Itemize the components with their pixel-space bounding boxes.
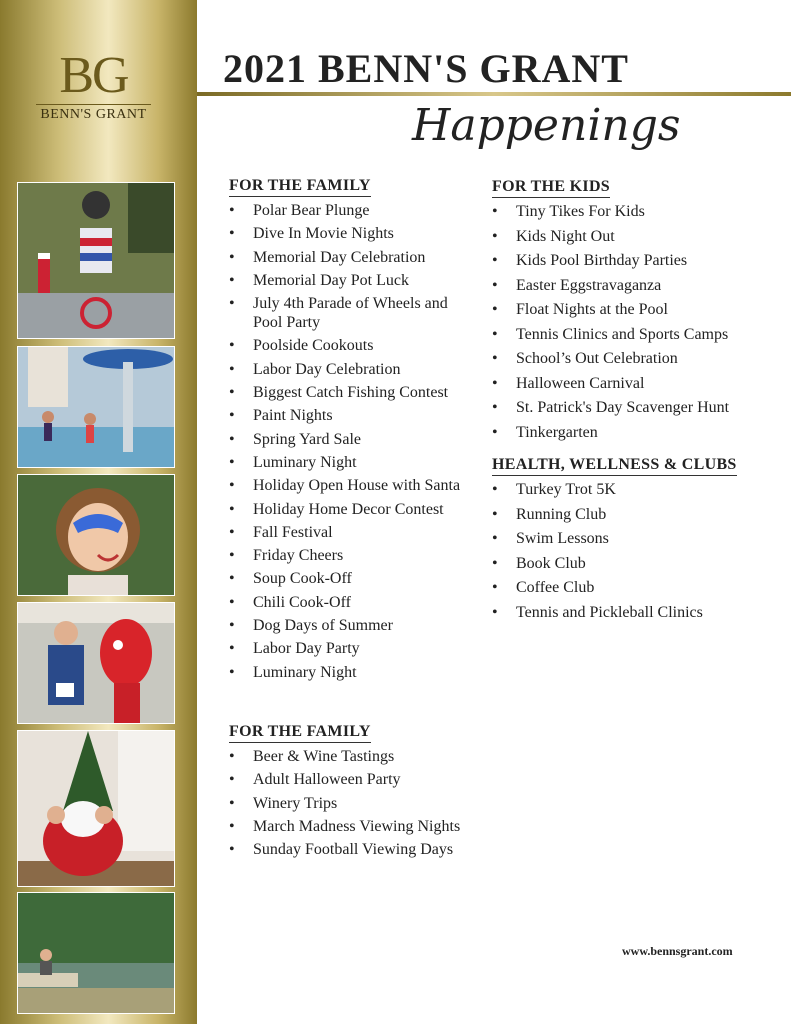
list-item: • Friday Cheers xyxy=(229,546,479,565)
list-item: • Coffee Club xyxy=(492,578,782,597)
list-item: • Memorial Day Pot Luck xyxy=(229,271,479,290)
list-item: • School’s Out Celebration xyxy=(492,349,782,368)
photo-kid-bike xyxy=(17,182,175,339)
photo-splash-pad xyxy=(17,346,175,468)
photo-santa xyxy=(17,730,175,887)
sidebar xyxy=(0,0,197,1024)
section-family-adult xyxy=(229,723,479,863)
list-item: • Halloween Carnival xyxy=(492,374,782,393)
page-subtitle: Happenings xyxy=(412,100,681,151)
list-item: • Easter Eggstravaganza xyxy=(492,276,782,295)
list-item: • Holiday Home Decor Contest xyxy=(229,500,479,519)
list-item: • Luminary Night xyxy=(229,663,479,682)
section-heading: FOR THE KIDS xyxy=(492,178,610,198)
list-item: • Float Nights at the Pool xyxy=(492,300,782,319)
list-item: • Running Club xyxy=(492,505,782,524)
list-item: • Book Club xyxy=(492,554,782,573)
family-list xyxy=(229,201,479,682)
section-health xyxy=(492,456,782,627)
list-item: • Fall Festival xyxy=(229,523,479,542)
list-item: • Kids Night Out xyxy=(492,227,782,246)
list-item: • Labor Day Celebration xyxy=(229,360,479,379)
photo-pond-fishing xyxy=(17,892,175,1014)
list-item: • Tiny Tikes For Kids xyxy=(492,202,782,221)
list-item: • St. Patrick's Day Scavenger Hunt xyxy=(492,398,782,417)
family2-list xyxy=(229,747,479,859)
list-item: • Memorial Day Celebration xyxy=(229,248,479,267)
section-kids xyxy=(492,178,782,447)
list-item: • Paint Nights xyxy=(229,406,479,425)
list-item: • Soup Cook-Off xyxy=(229,569,479,588)
list-item: • Poolside Cookouts xyxy=(229,336,479,355)
section-heading: FOR THE FAMILY xyxy=(229,723,371,743)
photo-face-paint-girl xyxy=(17,474,175,596)
section-heading: HEALTH, WELLNESS & CLUBS xyxy=(492,456,737,476)
list-item: • Holiday Open House with Santa xyxy=(229,476,479,495)
list-item: • Polar Bear Plunge xyxy=(229,201,479,220)
title-rule xyxy=(197,92,791,96)
list-item: • Sunday Football Viewing Days xyxy=(229,840,479,859)
page-title: 2021 BENN'S GRANT xyxy=(223,46,629,91)
list-item: • Tennis Clinics and Sports Camps xyxy=(492,325,782,344)
list-item: • Winery Trips xyxy=(229,794,479,813)
list-item: • Luminary Night xyxy=(229,453,479,472)
list-item: • Dive In Movie Nights xyxy=(229,224,479,243)
list-item: • Tinkergarten xyxy=(492,423,782,442)
list-item: • Tennis and Pickleball Clinics xyxy=(492,603,782,622)
list-item: • Biggest Catch Fishing Contest xyxy=(229,383,479,402)
logo-text: BENN'S GRANT xyxy=(36,104,151,123)
section-heading: FOR THE FAMILY xyxy=(229,177,371,197)
list-item: • Dog Days of Summer xyxy=(229,616,479,635)
list-item: • Turkey Trot 5K xyxy=(492,480,782,499)
health-list xyxy=(492,480,782,622)
footer-url[interactable]: www.bennsgrant.com xyxy=(622,944,733,958)
logo xyxy=(36,47,151,123)
section-family xyxy=(229,177,479,686)
list-item: • Spring Yard Sale xyxy=(229,430,479,449)
list-item: • Swim Lessons xyxy=(492,529,782,548)
kids-list xyxy=(492,202,782,442)
photo-turkey-trot xyxy=(17,602,175,724)
list-item: • Labor Day Party xyxy=(229,639,479,658)
list-item: • March Madness Viewing Nights xyxy=(229,817,479,836)
list-item: • Kids Pool Birthday Parties xyxy=(492,251,782,270)
list-item: • July 4th Parade of Wheels and Pool Party xyxy=(229,294,479,332)
list-item: • Chili Cook-Off xyxy=(229,593,479,612)
list-item: • Beer & Wine Tastings xyxy=(229,747,479,766)
logo-mark: BG xyxy=(59,47,128,104)
list-item: • Adult Halloween Party xyxy=(229,770,479,789)
